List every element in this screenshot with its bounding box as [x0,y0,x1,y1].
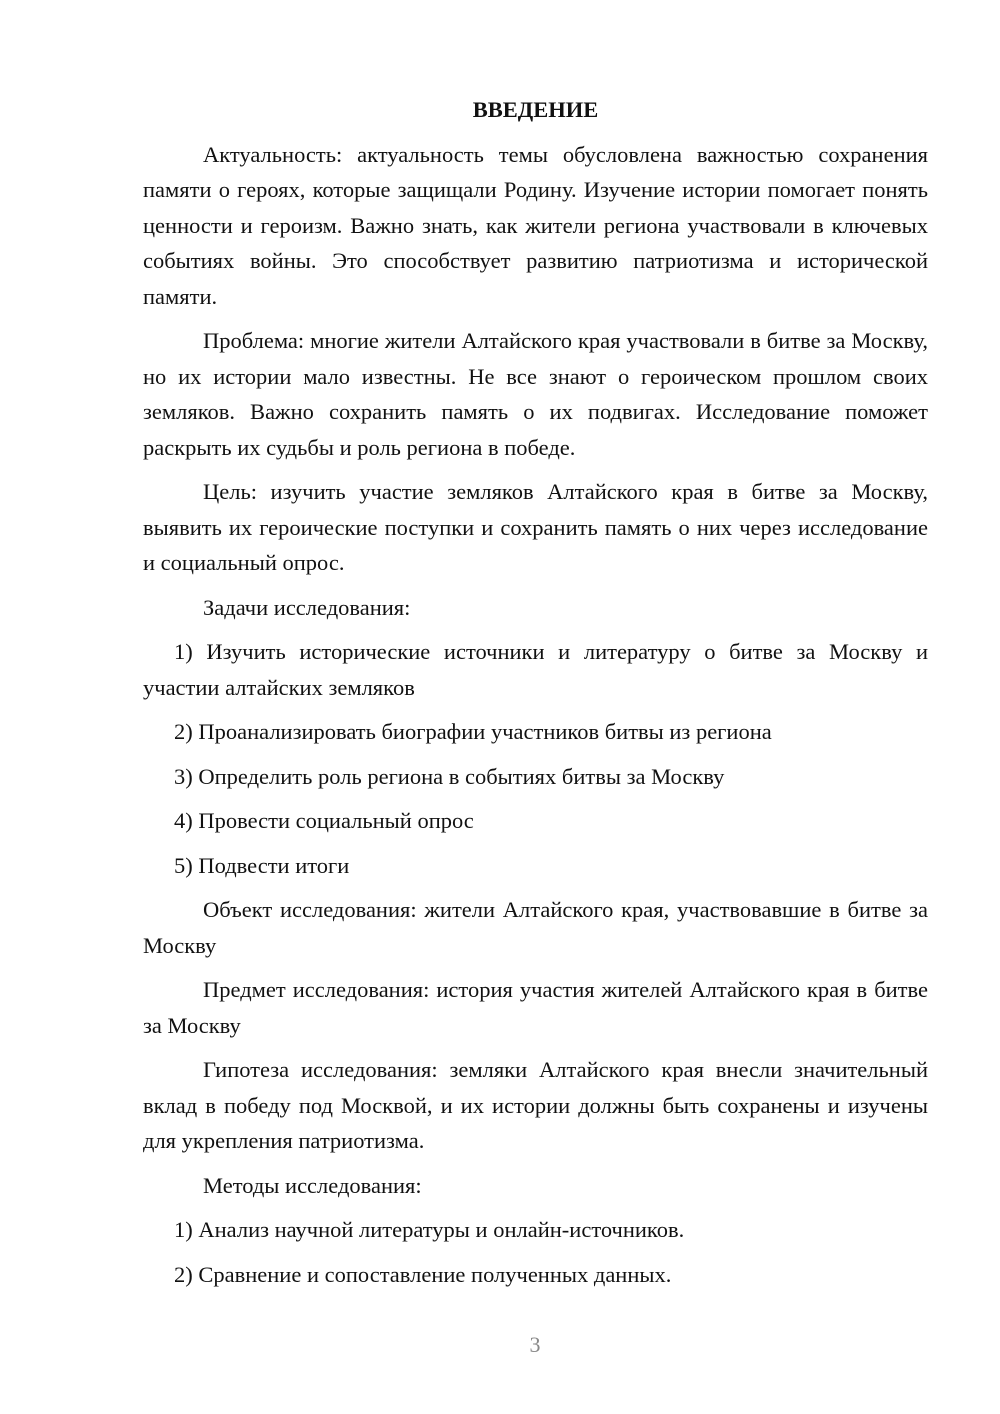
page-number: 3 [529,1332,541,1357]
task-item-2: 2) Проанализировать биографии участников битвы из региона [174,719,772,744]
page-content [143,92,928,1301]
subject-paragraph: Предмет исследования: история участия жителей Алтайского края в битве за Москву [143,977,928,1038]
task-item-1: 1) Изучить исторические источники и литературу о битве за Москву и участии алтайских земляков [143,639,928,700]
method-item-2: 2) Сравнение и сопоставление полученных данных. [174,1261,672,1287]
problem-paragraph: Проблема: многие жители Алтайского края участвовали в битве за Москву, но их истории мало известны. Не все знают о героическом прошлом своих земляков. Важно сохранить память о их подвигах. Исследование поможет раскрыть их судьбы и роль региона в победе. [143,328,928,460]
task-item-5: 5) Подвести итоги [174,852,350,878]
method-item-1: 1) Анализ научной литературы и онлайн-источников. [174,1217,685,1242]
tasks-heading: Задачи исследования: [203,594,411,620]
hypothesis-paragraph: Гипотеза исследования: земляки Алтайского края внесли значительный вклад в победу под Москвой, и их истории должны быть сохранены и изучены для укрепления патриотизма. [143,1057,928,1153]
goal-paragraph: Цель: изучить участие земляков Алтайского края в битве за Москву, выявить их героические поступки и сохранить память о них через исследование и социальный опрос. [143,479,928,575]
object-paragraph: Объект исследования: жители Алтайского края, участвовавшие в битве за Москву [143,897,928,958]
task-item-4: 4) Провести социальный опрос [174,808,474,833]
methods-heading: Методы исследования: [203,1172,422,1198]
section-title: ВВЕДЕНИЕ [472,97,599,122]
task-item-3: 3) Определить роль региона в событиях битвы за Москву [174,763,725,789]
relevance-paragraph: Актуальность: актуальность темы обусловлена важностью сохранения памяти о героях, которые защищали Родину. Изучение истории помогает понять ценности и героизм. Важно знать, как жители региона участвовали в ключевых событиях войны. Это способствует развитию патриотизма и исторической памяти. [143,141,928,309]
